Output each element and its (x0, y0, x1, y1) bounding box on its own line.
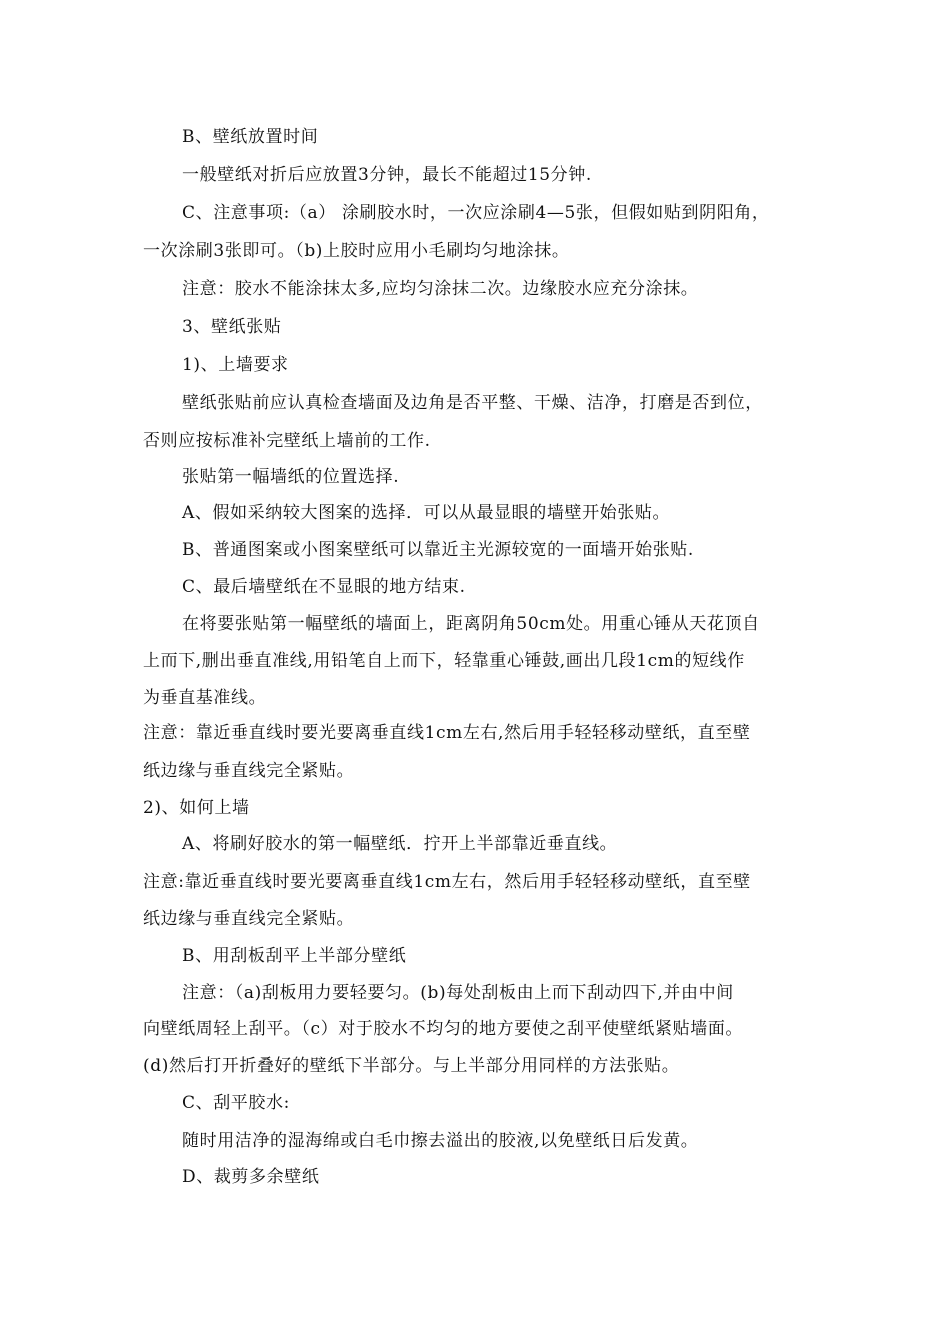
list-item-c: C、刮平胶水: (182, 1093, 290, 1113)
paragraph-line: 张贴第一幅墙纸的位置选择. (182, 467, 400, 487)
paragraph-line: 壁纸张贴前应认真检查墙面及边角是否平整、干燥、洁净，打磨是否到位， (182, 393, 763, 413)
note-line: (d)然后打开折叠好的壁纸下半部分。与上半部分用同样的方法张贴。 (143, 1056, 680, 1076)
note-line: 注意：（a)刮板用力要轻要匀。(b)每处刮板由上而下刮动四下,并由中间 (182, 983, 734, 1003)
subsection-heading-how-to-hang: 2)、如何上墙 (143, 798, 250, 818)
paragraph-line: 一般壁纸对折后应放置3分钟，最长不能超过15分钟. (182, 165, 592, 185)
list-item-d: D、裁剪多余壁纸 (182, 1167, 320, 1187)
paragraph-line: 上而下,删出垂直准线,用铅笔自上而下，轻靠重心锤鼓,画出几段1cm的短线作 (143, 651, 745, 671)
heading-wallpaper-resting-time: B、壁纸放置时间 (182, 127, 319, 147)
paragraph-line: 否则应按标准补完壁纸上墙前的工作. (143, 431, 431, 451)
list-item-c: C、最后墙壁纸在不显眼的地方结束. (182, 577, 466, 597)
note-line: 注意:靠近垂直线时要光要离垂直线1cm左右，然后用手轻轻移动壁纸，直至壁 (143, 872, 751, 892)
subsection-heading-wall-requirements: 1)、上墙要求 (182, 355, 289, 375)
heading-precautions: C、注意事项:（a） 涂刷胶水时，一次应涂刷4—5张，但假如贴到阴阳角， (182, 203, 770, 223)
note-line: 注意：靠近垂直线时要光要离垂直线1cm左右,然后用手轻轻移动壁纸，直至壁 (143, 723, 751, 743)
note-line: 纸边缘与垂直线完全紧贴。 (143, 761, 355, 781)
section-heading-wallpaper-pasting: 3、壁纸张贴 (182, 317, 282, 337)
paragraph-line: 一次涂刷3张即可。（b)上胶时应用小毛刷均匀地涂抹。 (143, 241, 570, 261)
list-item-a: A、将刷好胶水的第一幅壁纸．拧开上半部靠近垂直线。 (182, 834, 618, 854)
note-line: 注意：胶水不能涂抹太多,应均匀涂抹二次。边缘胶水应充分涂抹。 (182, 279, 699, 299)
list-item-b: B、普通图案或小图案壁纸可以靠近主光源较宽的一面墙开始张贴. (182, 540, 694, 560)
list-item-a: A、假如采纳较大图案的选择．可以从最显眼的墙壁开始张贴。 (182, 503, 671, 523)
paragraph-line: 为垂直基准线。 (143, 688, 267, 708)
paragraph-line: 随时用洁净的湿海绵或白毛巾擦去溢出的胶液,以免壁纸日后发黄。 (182, 1131, 699, 1151)
note-line: 向壁纸周轻上刮平。（c）对于胶水不均匀的地方要使之刮平使壁纸紧贴墙面。 (143, 1019, 744, 1039)
note-line: 纸边缘与垂直线完全紧贴。 (143, 909, 355, 929)
list-item-b: B、用刮板刮平上半部分壁纸 (182, 946, 407, 966)
paragraph-line: 在将要张贴第一幅壁纸的墙面上，距离阴角50cm处。用重心锤从天花顶自 (182, 614, 760, 634)
